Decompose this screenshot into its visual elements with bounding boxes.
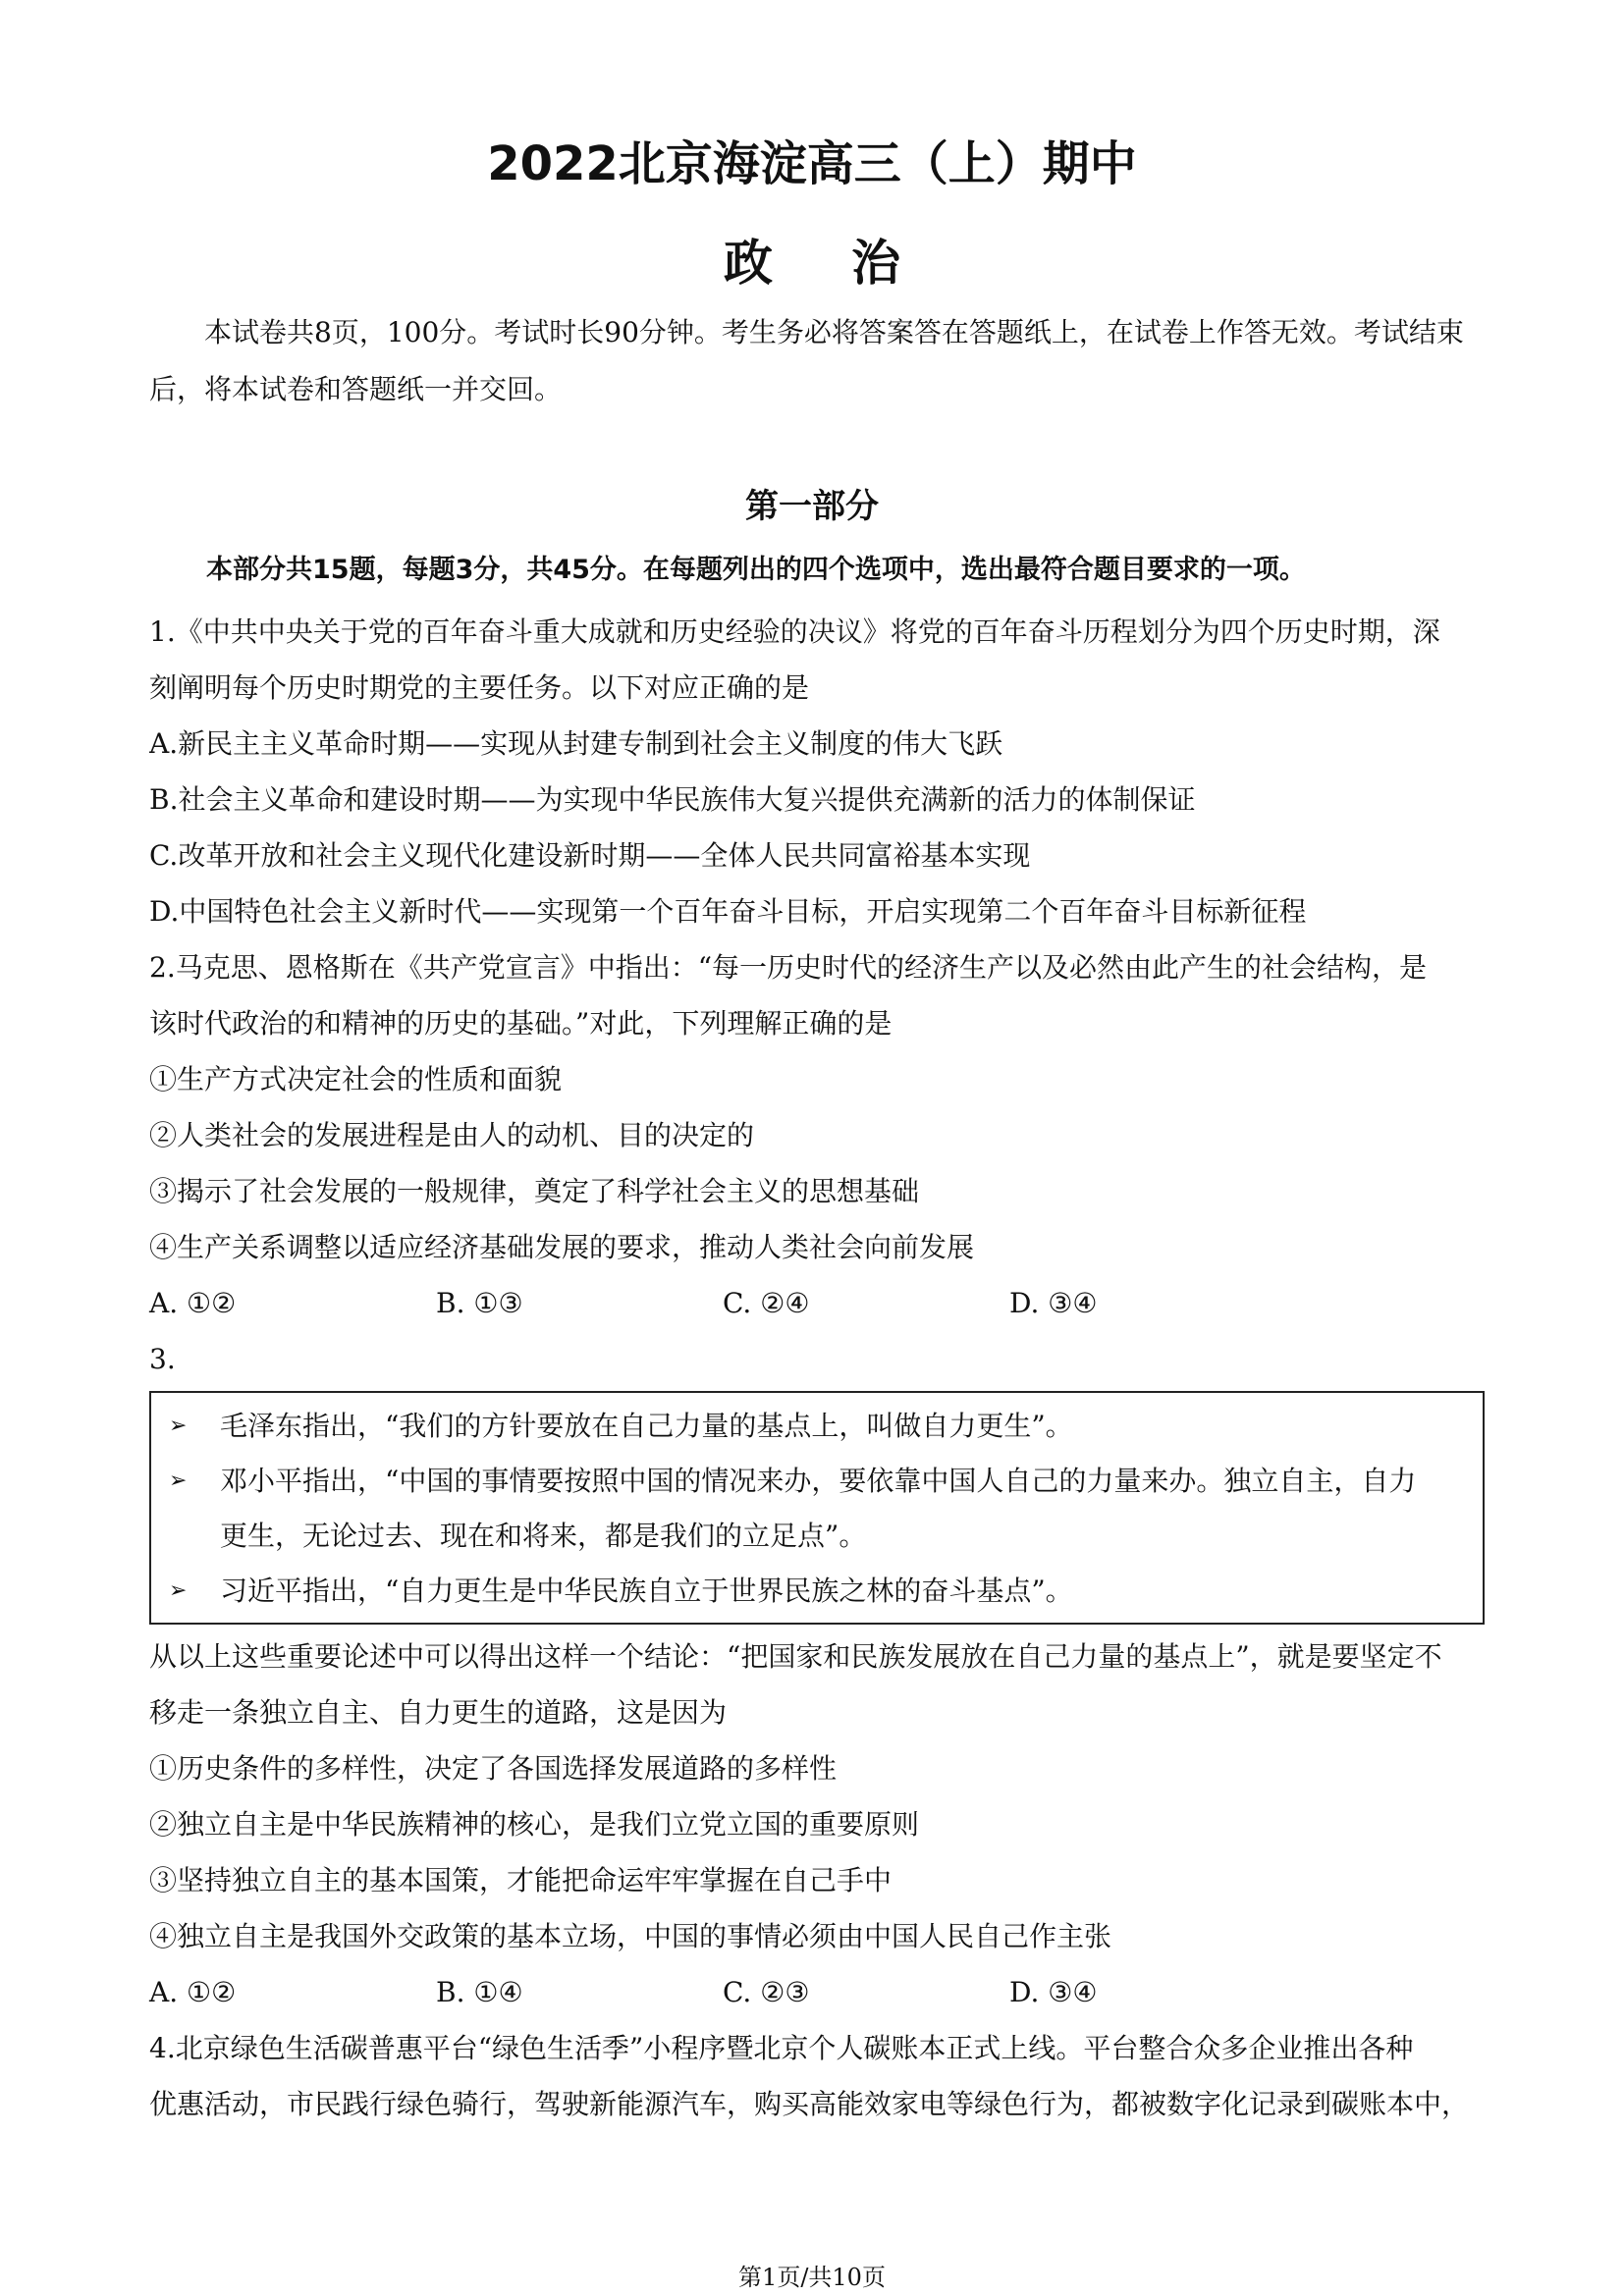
- questions: [149, 604, 1485, 2132]
- statement: ③揭示了社会发展的一般规律，奠定了科学社会主义的思想基础: [149, 1175, 920, 1207]
- arrow-bullet-icon: ➢: [169, 1414, 188, 1438]
- answer-option: A.新民主主义革命时期——实现从封建专制到社会主义制度的伟大飞跃: [149, 727, 1003, 760]
- exam-title: 2022北京海淀高三（上）期中: [487, 136, 1137, 191]
- statement: ④生产关系调整以适应经济基础发展的要求，推动人类社会向前发展: [149, 1231, 975, 1263]
- answer-option: B.社会主义革命和建设时期——为实现中华民族伟大复兴提供充满新的活力的体制保证: [149, 783, 1196, 816]
- question-stem: 刻阐明每个历史时期党的主要任务。以下对应正确的是: [149, 671, 810, 704]
- question-stem: 从以上这些重要论述中可以得出这样一个结论：“把国家和民族发展放在自己力量的基点上”，就是要坚定不: [149, 1640, 1442, 1673]
- answer-choice: D. ③④: [1009, 1287, 1098, 1319]
- question-number: 3.: [149, 1343, 176, 1375]
- answer-choice: B. ①④: [436, 1976, 523, 2008]
- question-stem: 移走一条独立自主、自力更生的道路，这是因为: [149, 1696, 728, 1729]
- answer-choice: C. ②④: [723, 1287, 810, 1319]
- question-3: [149, 1331, 1485, 2020]
- question-1: [149, 604, 1485, 939]
- section-title: 第一部分: [745, 487, 879, 526]
- quote-continuation: 更生，无论过去、现在和将来，都是我们的立足点”。: [220, 1520, 867, 1552]
- answer-choices: [149, 1964, 1485, 2020]
- subject-title: 政治: [724, 235, 979, 292]
- arrow-bullet-icon: ➢: [169, 1578, 188, 1603]
- statement: ②独立自主是中华民族精神的核心，是我们立党立国的重要原则: [149, 1808, 920, 1841]
- answer-choice: A. ①②: [149, 1976, 237, 2008]
- exam-instructions: 本试卷共8页，100分。考试时长90分钟。考生务必将答案答在答题纸上，在试卷上作答无效。考试结束后，将本试卷和答题纸一并交回。: [149, 316, 1464, 405]
- answer-choice: A. ①②: [149, 1287, 237, 1319]
- statement: ①历史条件的多样性，决定了各国选择发展道路的多样性: [149, 1752, 838, 1785]
- question-stem: 1.《中共中央关于党的百年奋斗重大成就和历史经验的决议》将党的百年奋斗历程划分为四个历史时期，深: [149, 615, 1440, 648]
- statement: ②人类社会的发展进程是由人的动机、目的决定的: [149, 1119, 755, 1151]
- quote-box: [149, 1391, 1485, 1625]
- question-2: [149, 939, 1485, 1331]
- quote-item: ➢ 邓小平指出，“中国的事情要按照中国的情况来办，要依靠中国人自己的力量来办。独立自主，自力: [169, 1454, 1473, 1509]
- quote-item: ➢ 毛泽东指出，“我们的方针要放在自己力量的基点上，叫做自力更生”。: [169, 1399, 1473, 1454]
- section-description: 本部分共15题，每题3分，共45分。在每题列出的四个选项中，选出最符合题目要求的一项。: [206, 555, 1306, 585]
- question-stem: 该时代政治的和精神的历史的基础。”对此，下列理解正确的是: [149, 1007, 893, 1040]
- answer-choice: C. ②③: [723, 1976, 810, 2008]
- answer-option: C.改革开放和社会主义现代化建设新时期——全体人民共同富裕基本实现: [149, 839, 1031, 872]
- question-4: [149, 2020, 1485, 2132]
- statement: ④独立自主是我国外交政策的基本立场，中国的事情必须由中国人民自己作主张: [149, 1920, 1112, 1952]
- statement: ③坚持独立自主的基本国策，才能把命运牢牢掌握在自己手中: [149, 1864, 893, 1896]
- answer-choice: D. ③④: [1009, 1976, 1098, 2008]
- question-stem: 4.北京绿色生活碳普惠平台“绿色生活季”小程序暨北京个人碳账本正式上线。平台整合众多企业推出各种: [149, 2032, 1414, 2064]
- page-number: 第1页/共10页: [738, 2264, 886, 2291]
- answer-choices: [149, 1275, 1485, 1331]
- question-stem: 优惠活动，市民践行绿色骑行，驾驶新能源汽车，购买高能效家电等绿色行为，都被数字化记录到碳账本中，: [149, 2088, 1470, 2120]
- arrow-bullet-icon: ➢: [169, 1468, 188, 1493]
- answer-option: D.中国特色社会主义新时代——实现第一个百年奋斗目标，开启实现第二个百年奋斗目标新征程: [149, 895, 1307, 928]
- answer-choice: B. ①③: [436, 1287, 523, 1319]
- quote-item: ➢ 习近平指出，“自力更生是中华民族自立于世界民族之林的奋斗基点”。: [169, 1564, 1473, 1619]
- question-stem: 2.马克思、恩格斯在《共产党宣言》中指出：“每一历史时代的经济生产以及必然由此产生的社会结构，是: [149, 951, 1428, 984]
- statement: ①生产方式决定社会的性质和面貌: [149, 1063, 563, 1095]
